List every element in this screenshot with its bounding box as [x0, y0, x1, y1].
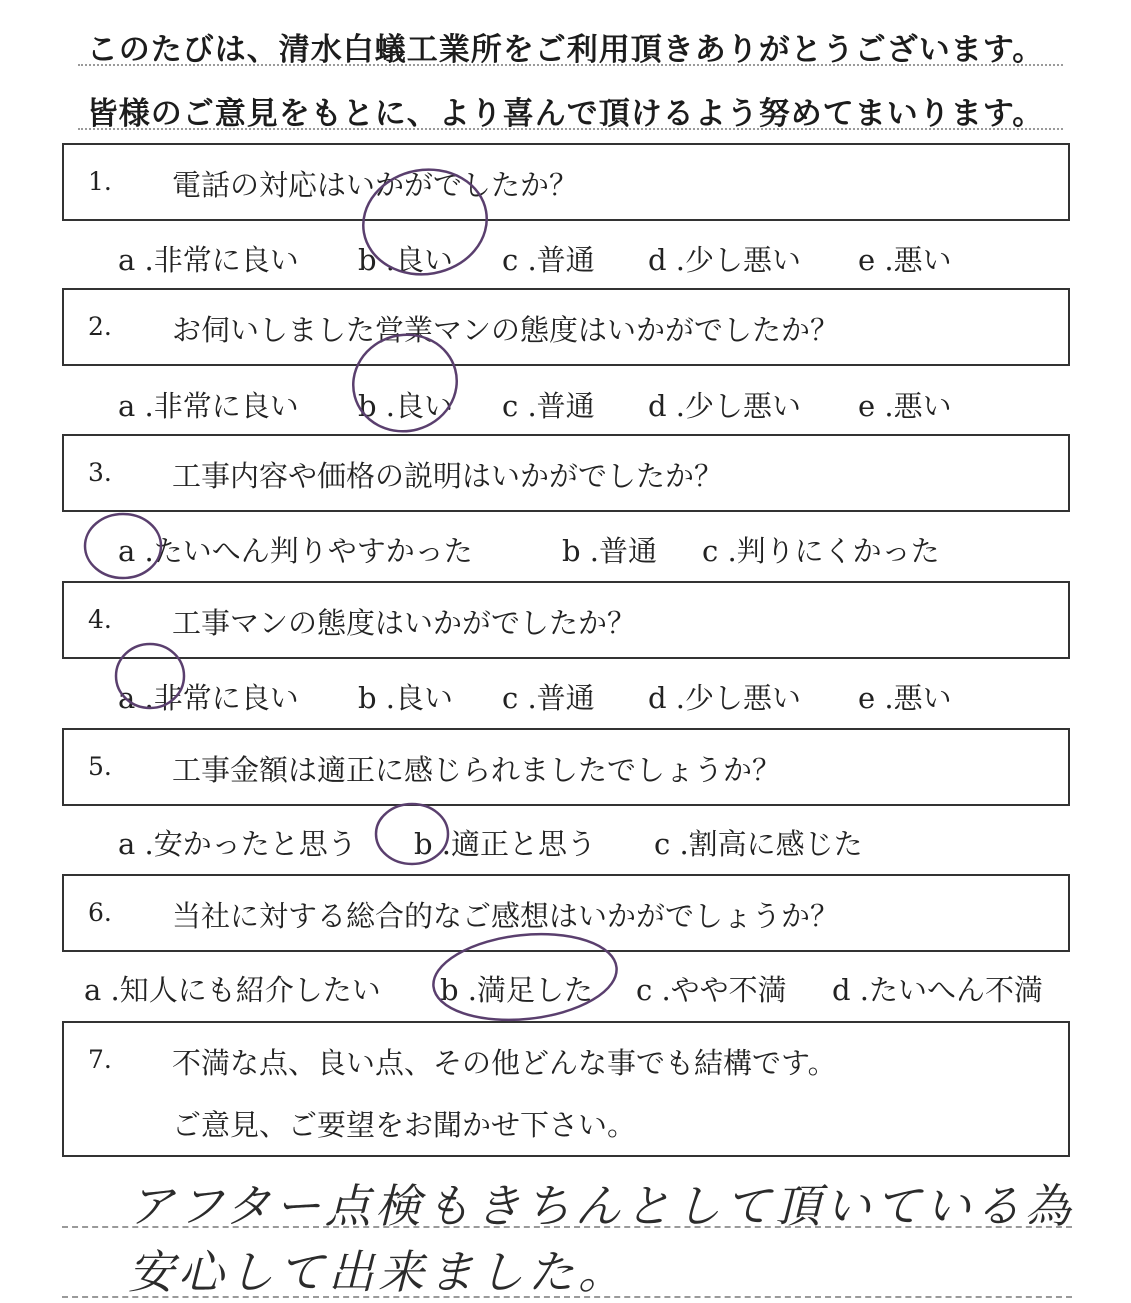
- question-text-line-2: ご意見、ご要望をお聞かせ下さい。: [172, 1108, 637, 1142]
- handwritten-comment-line-1: アフター点検もきちんとして頂いている為: [128, 1179, 1075, 1233]
- question-text: お伺いしました営業マンの態度はいかがでしたか？: [172, 313, 840, 347]
- question-number: 3.: [88, 458, 112, 487]
- option-d[interactable]: d .少し悪い: [648, 389, 802, 423]
- question-number: 1.: [88, 167, 112, 196]
- options-row-4: [0, 676, 1131, 716]
- option-b[interactable]: b .適正と思う: [414, 827, 597, 861]
- option-a[interactable]: a .たいへん判りやすかった: [118, 534, 473, 568]
- answer-line: [62, 1296, 1072, 1298]
- question-box-1: [62, 143, 1070, 221]
- option-b[interactable]: b .良い: [358, 243, 454, 277]
- header-line-2: 皆様のご意見をもとに、より喜んで頂けるよう努めてまいります。: [86, 96, 1045, 132]
- options-row-1: [0, 238, 1131, 278]
- option-a[interactable]: a .知人にも紹介したい: [84, 973, 381, 1007]
- options-row-3: [0, 529, 1131, 569]
- option-a[interactable]: a .非常に良い: [118, 389, 299, 423]
- option-e[interactable]: e .悪い: [858, 389, 952, 423]
- option-e[interactable]: e .悪い: [858, 681, 952, 715]
- header-divider: [78, 64, 1063, 66]
- options-row-5: [0, 822, 1131, 862]
- option-d[interactable]: d .たいへん不満: [832, 973, 1044, 1007]
- question-box-5: [62, 728, 1070, 806]
- question-box-2: [62, 288, 1070, 366]
- header-divider: [78, 128, 1063, 130]
- option-a[interactable]: a .安かったと思う: [118, 827, 357, 861]
- option-c[interactable]: c .普通: [502, 681, 595, 715]
- option-d[interactable]: d .少し悪い: [648, 681, 802, 715]
- option-c[interactable]: c .普通: [502, 243, 595, 277]
- question-number: 6.: [88, 898, 112, 927]
- question-text: 工事マンの態度はいかがでしたか？: [172, 606, 637, 640]
- handwritten-comment-line-2: 安心して出来ました。: [128, 1245, 628, 1299]
- options-row-2: [0, 384, 1131, 424]
- option-a[interactable]: a .非常に良い: [118, 681, 299, 715]
- question-text: 電話の対応はいかがでしたか？: [172, 168, 579, 202]
- option-b[interactable]: b .良い: [358, 681, 454, 715]
- question-box-4: [62, 581, 1070, 659]
- question-text: 当社に対する総合的なご感想はいかがでしょうか？: [172, 899, 840, 933]
- header-line-1: このたびは、清水白蟻工業所をご利用頂きありがとうございます。: [86, 32, 1045, 68]
- option-b[interactable]: b .良い: [358, 389, 454, 423]
- option-b[interactable]: b .普通: [562, 534, 658, 568]
- question-text: 工事金額は適正に感じられましたでしょうか？: [172, 753, 782, 787]
- option-a[interactable]: a .非常に良い: [118, 243, 299, 277]
- question-box-3: [62, 434, 1070, 512]
- question-number: 4.: [88, 605, 112, 634]
- option-c[interactable]: c .判りにくかった: [702, 534, 940, 568]
- question-number: 2.: [88, 312, 112, 341]
- question-text: 不満な点、良い点、その他どんな事でも結構です。: [172, 1046, 837, 1080]
- option-c[interactable]: c .普通: [502, 389, 595, 423]
- option-c[interactable]: c .割高に感じた: [654, 827, 863, 861]
- question-text: 工事内容や価格の説明はいかがでしたか？: [172, 459, 724, 493]
- option-e[interactable]: e .悪い: [858, 243, 952, 277]
- option-c[interactable]: c .やや不満: [636, 973, 787, 1007]
- option-d[interactable]: d .少し悪い: [648, 243, 802, 277]
- question-number: 7.: [88, 1045, 112, 1074]
- option-b[interactable]: b .満足した: [440, 973, 594, 1007]
- answer-line: [62, 1226, 1072, 1228]
- question-box-6: [62, 874, 1070, 952]
- question-box-7: [62, 1021, 1070, 1157]
- question-number: 5.: [88, 752, 112, 781]
- options-row-6: [0, 968, 1131, 1008]
